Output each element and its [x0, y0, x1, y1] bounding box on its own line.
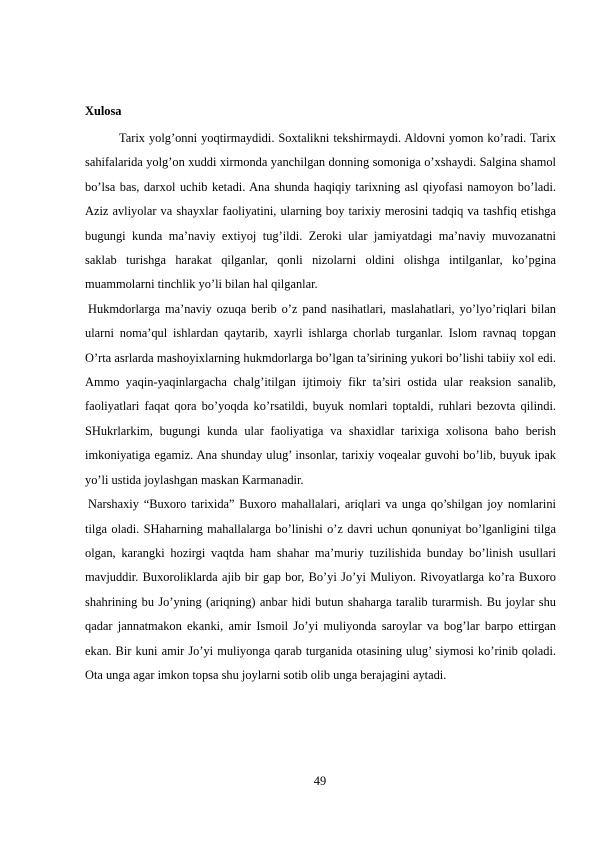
paragraph-3: Narshaxiy “Buxoro tarixida” Buxoro mahallalari, ariqlari va unga qo’shilgan joy nomlarini tilga oladi. SHaharning mahallalarga bo’linishi o’z davri uchun qonuniyat bo’lganligini tilga olgan, karangki hozirgi vaqtda ham shahar ma’muriy tuzilishida bunday bo’linish usullari mavjuddir. Buxoroliklarda ajib bir gap bor, Bo’yi Jo’yi Muliyon. Rivoyatlarga ko’ra Buxoro shahrining bu Jo’yning (ariqning) anbar hidi butun shaharga taralib turarmish. Bu joylar shu qadar jannatmakon ekanki, amir Ismoil Jo’yi muliyonda saroylar va bog’lar barpo ettirgan ekan. Bir kuni amir Jo’yi muliyonga qarab turganida otasining ulug’ siymosi ko’rinib qoladi. Ota unga agar imkon topsa shu joylarni sotib olib unga berajagini aytadi.	[85, 497, 556, 682]
page-number: 49	[313, 774, 327, 788]
paragraph-1: Tarix yolg’onni yoqtirmaydidi. Soxtalikni tekshirmaydi. Aldovni yomon ko’radi. Tarix sahifalarida yolg’on xuddi xirmonda yanchilgan donning somoniga o’xshaydi. Salgina shamol bo’lsa bas, darxol uchib ketadi. Ana shunda haqiqiy tarixning asl qiyofasi namoyon bo’ladi. Aziz avliyolar va shayxlar faoliyatini, ularning boy tarixiy merosini tadqiq va tashfiq etishga bugungi kunda ma’naviy extiyoj tug’ildi. Zeroki ular jamiyatdagi ma’naviy muvozanatni saklab turishga harakat qilganlar, qonli nizolarni oldini olishga intilganlar, ko’pgina muammolarni tinchlik yo’li bilan hal qilganlar.	[85, 131, 556, 292]
section-heading: Xulosa	[85, 104, 122, 118]
paragraph-2: Hukmdorlarga ma’naviy ozuqa berib o’z pand nasihatlari, maslahatlari, yo’lyo’riqlari bilan ularni noma’qul ishlardan qaytarib, xayrli ishlarga chorlab turganlar. Islom ravnaq topgan O’rta asrlarda mashoyixlarning hukmdorlarga bo’lgan ta’sirining yukori bo’lishi tabiiy xol edi. Ammo yaqin-yaqinlargacha chalg’itilgan ijtimoiy fikr ta’siri ostida ular reaksion sanalib, faoliyatlari faqat qora bo’yoqda ko’rsatildi, buyuk nomlari toptaldi, ruhlari bezovta qilindi. SHukrlarkim, bugungi kunda ular faoliyatiga va shaxidlar tarixiga xolisona baho berish imkoniyatiga egamiz. Ana shunday ulug’ insonlar, tarixiy voqealar guvohi bo’lib, buyuk ipak yo’li ustida joylashgan maskan Karmanadir.	[85, 301, 556, 487]
document-body	[85, 126, 556, 687]
